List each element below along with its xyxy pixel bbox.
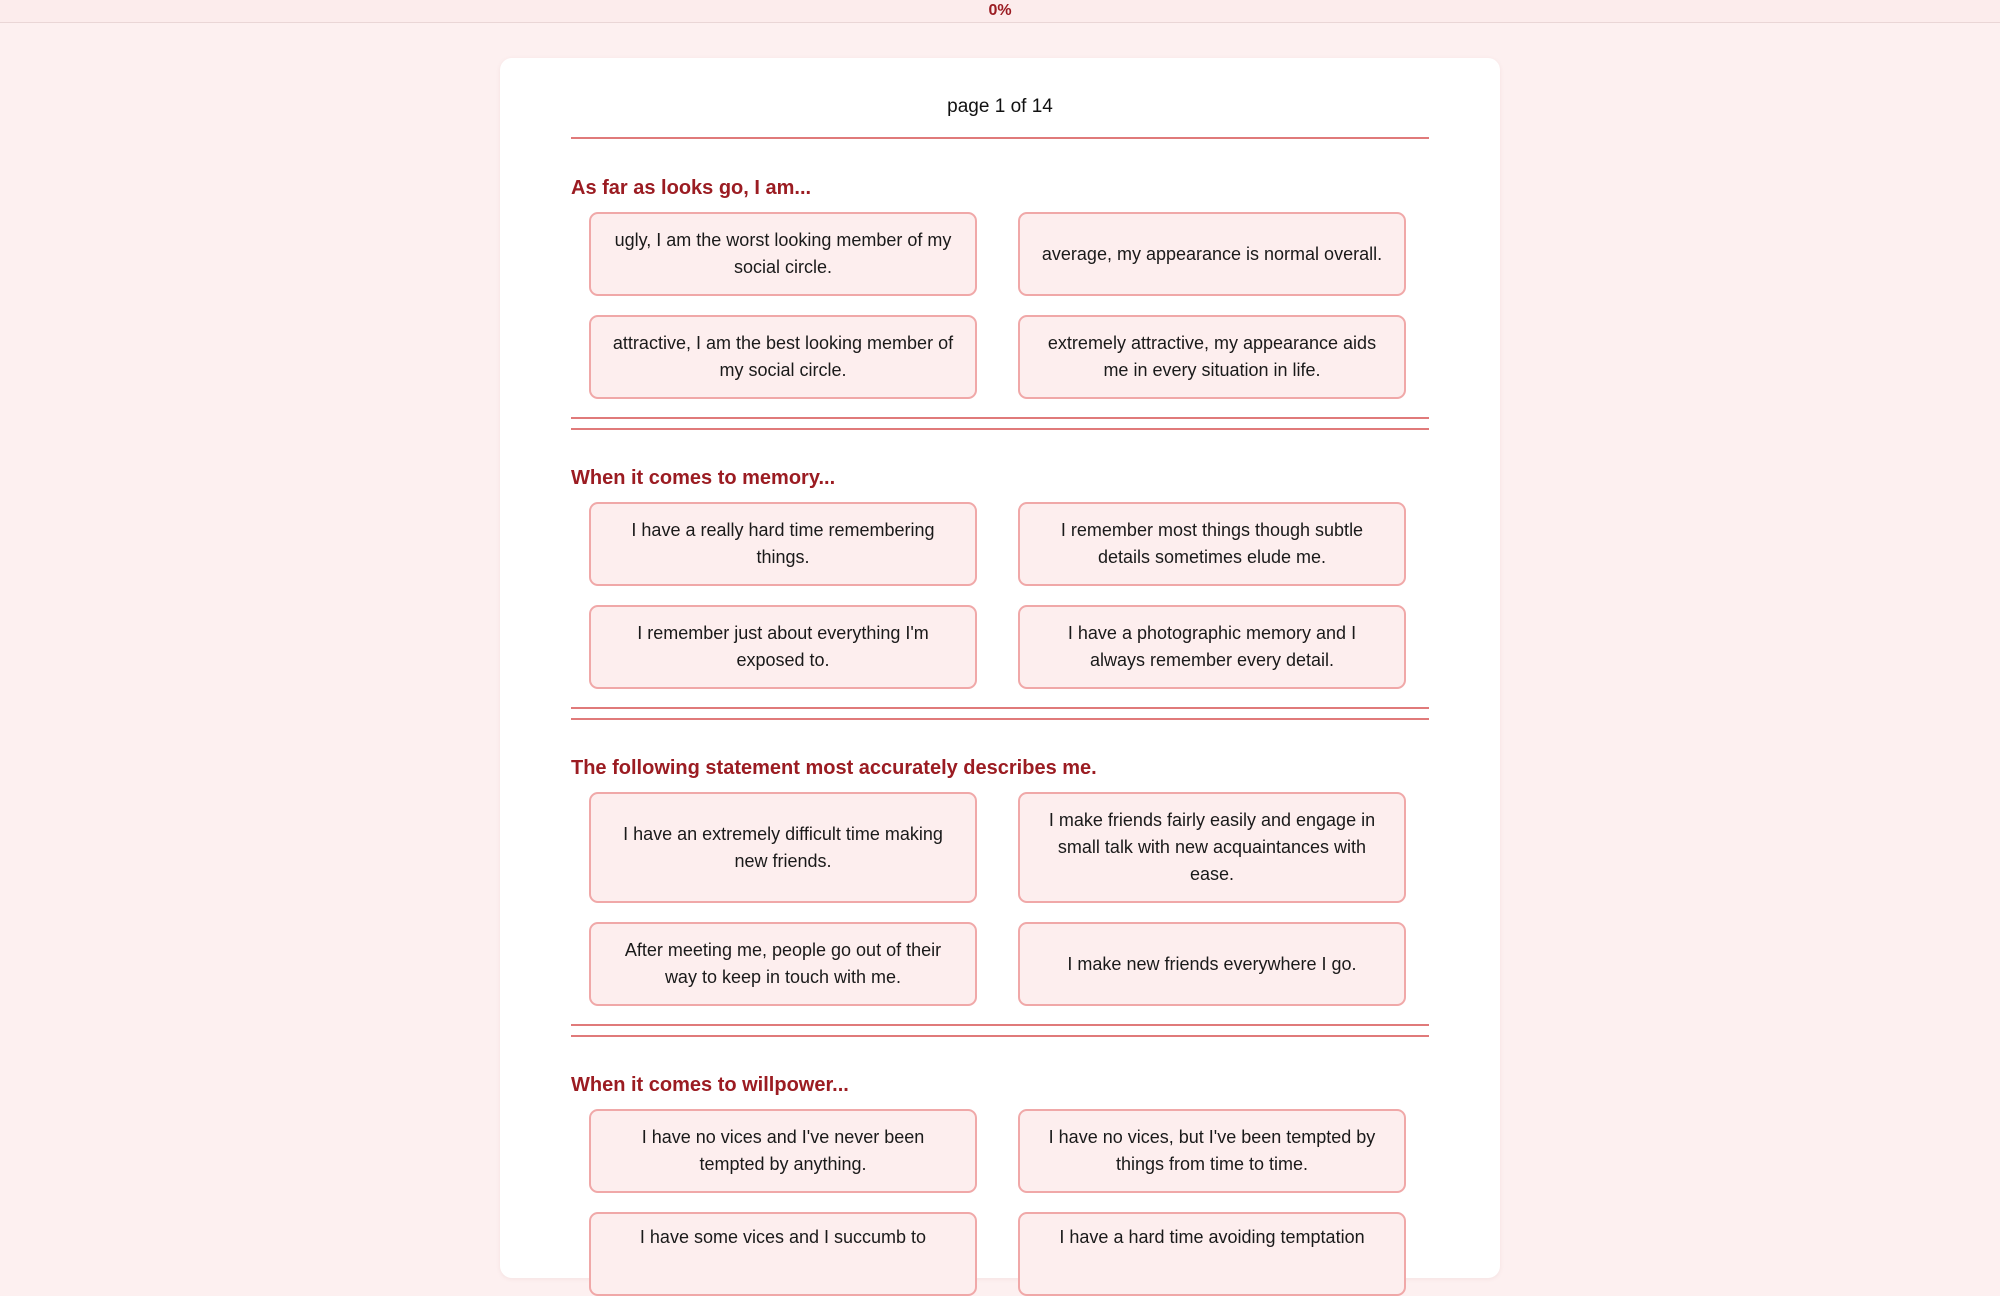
- divider: [571, 428, 1429, 430]
- question-title: The following statement most accurately describes me.: [571, 757, 1097, 779]
- page-indicator: page 1 of 14: [947, 96, 1053, 117]
- divider: [571, 718, 1429, 720]
- option-willpower-some-vices[interactable]: I have some vices and I succumb to: [589, 1212, 977, 1296]
- divider: [571, 417, 1429, 419]
- option-social-difficult[interactable]: I have an extremely difficult time making new friends.: [589, 792, 977, 903]
- question-title: When it comes to willpower...: [571, 1074, 849, 1096]
- option-memory-photographic[interactable]: I have a photographic memory and I always remember every detail.: [1018, 605, 1406, 689]
- option-memory-great[interactable]: I remember just about everything I'm exposed to.: [589, 605, 977, 689]
- question-willpower: [571, 1072, 1429, 1098]
- survey-card: [500, 58, 1500, 1278]
- option-memory-good[interactable]: I remember most things though subtle details sometimes elude me.: [1018, 502, 1406, 586]
- question-title: When it comes to memory...: [571, 467, 836, 489]
- option-attractive[interactable]: attractive, I am the best looking member of my social circle.: [589, 315, 977, 399]
- option-willpower-tempted[interactable]: I have no vices, but I've been tempted by things from time to time.: [1018, 1109, 1406, 1193]
- question-title: As far as looks go, I am...: [571, 177, 812, 199]
- progress-bar: [0, 0, 2000, 23]
- option-extremely-attractive[interactable]: extremely attractive, my appearance aids me in every situation in life.: [1018, 315, 1406, 399]
- progress-label: 0%: [988, 2, 1012, 19]
- question-social: [571, 755, 1429, 781]
- option-willpower-no-vices[interactable]: I have no vices and I've never been tempted by anything.: [589, 1109, 977, 1193]
- question-memory: [571, 465, 1429, 491]
- option-social-sought[interactable]: After meeting me, people go out of their way to keep in touch with me.: [589, 922, 977, 1006]
- divider: [571, 1024, 1429, 1026]
- question-looks: [571, 175, 1429, 201]
- option-willpower-hard-time[interactable]: I have a hard time avoiding temptation: [1018, 1212, 1406, 1296]
- option-social-everywhere[interactable]: I make new friends everywhere I go.: [1018, 922, 1406, 1006]
- divider: [571, 707, 1429, 709]
- divider: [571, 137, 1429, 139]
- option-ugly[interactable]: ugly, I am the worst looking member of my social circle.: [589, 212, 977, 296]
- divider: [571, 1035, 1429, 1037]
- option-average[interactable]: average, my appearance is normal overall.: [1018, 212, 1406, 296]
- option-memory-poor[interactable]: I have a really hard time remembering things.: [589, 502, 977, 586]
- option-social-easy[interactable]: I make friends fairly easily and engage in small talk with new acquaintances with ease.: [1018, 792, 1406, 903]
